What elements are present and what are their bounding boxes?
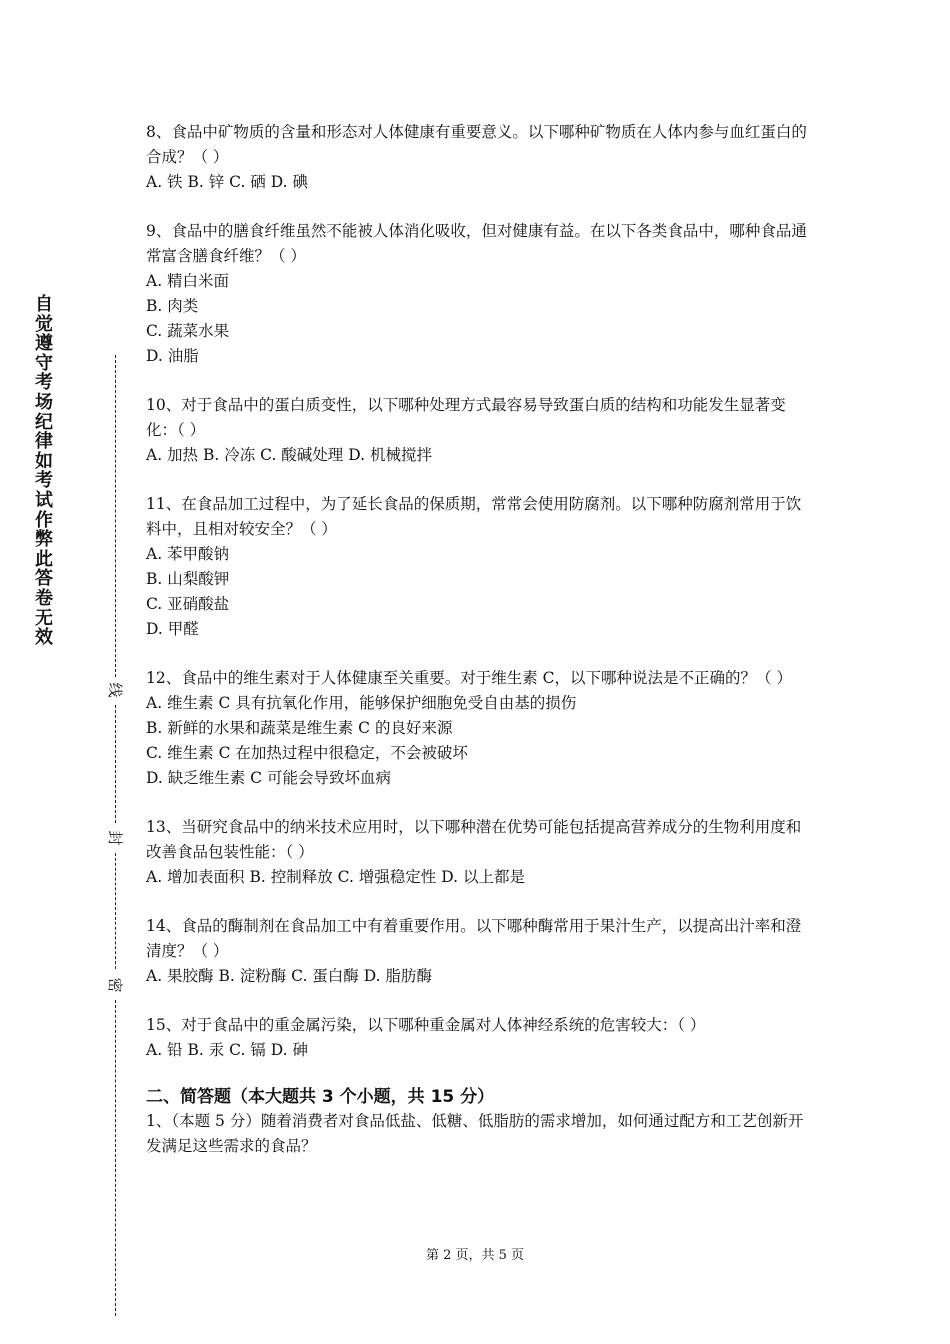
question-option: C. 蔬菜水果 [146, 322, 230, 340]
binding-label-secret: 密 [106, 977, 124, 993]
binding-line-segment [115, 1000, 116, 1316]
short-answer-question: 1、（本题 5 分）随着消费者对食品低盐、低糖、低脂肪的需求增加，如何通过配方和工艺创新开发满足这些需求的食品？ [146, 1112, 804, 1155]
question-option: A. 精白米面 [146, 272, 230, 290]
question-stem: 15、对于食品中的重金属污染，以下哪种重金属对人体神经系统的危害较大：（ ） [146, 1016, 706, 1034]
question-list [146, 120, 810, 1063]
binding-line-segment [115, 705, 116, 823]
question-option: A. 果胶酶 B. 淀粉酶 C. 蛋白酶 D. 脂肪酶 [146, 967, 432, 985]
question-option: A. 维生素 C 具有抗氧化作用，能够保护细胞免受自由基的损伤 [146, 694, 577, 712]
question-block [146, 666, 810, 791]
question-stem: 9、食品中的膳食纤维虽然不能被人体消化吸收，但对健康有益。在以下各类食品中，哪种食品通常富含膳食纤维？（ ） [146, 222, 807, 265]
question-stem: 14、食品的酶制剂在食品加工中有着重要作用。以下哪种酶常用于果汁生产，以提高出汁率和澄清度？（ ） [146, 917, 802, 960]
question-block [146, 914, 810, 989]
question-option: A. 铅 B. 汞 C. 镉 D. 砷 [146, 1041, 308, 1059]
question-option: D. 缺乏维生素 C 可能会导致坏血病 [146, 769, 391, 787]
question-option: A. 加热 B. 冷冻 C. 酸碱处理 D. 机械搅拌 [146, 446, 432, 464]
binding-label-seal: 封 [106, 830, 124, 846]
question-option: A. 增加表面积 B. 控制释放 C. 增强稳定性 D. 以上都是 [146, 868, 525, 886]
question-option: A. 铁 B. 锌 C. 硒 D. 碘 [146, 173, 308, 191]
binding-label-line: 线 [106, 682, 124, 698]
question-stem: 13、当研究食品中的纳米技术应用时，以下哪种潜在优势可能包括提高营养成分的生物利用度和改善食品包装性能：（ ） [146, 818, 802, 861]
question-option: B. 新鲜的水果和蔬菜是维生素 C 的良好来源 [146, 719, 453, 737]
question-option: B. 肉类 [146, 297, 199, 315]
question-option: D. 油脂 [146, 347, 199, 365]
question-option: D. 甲醛 [146, 620, 199, 638]
question-option: B. 山梨酸钾 [146, 570, 230, 588]
section-title: 二、简答题（本大题共 3 个小题，共 15 分） [146, 1087, 495, 1107]
binding-line-segment [115, 355, 116, 677]
question-stem: 10、对于食品中的蛋白质变性，以下哪种处理方式最容易导致蛋白质的结构和功能发生显著变化：（ ） [146, 396, 786, 439]
question-stem: 12、食品中的维生素对于人体健康至关重要。对于维生素 C，以下哪种说法是不正确的？（ ） [146, 669, 792, 687]
question-block [146, 120, 810, 195]
exam-discipline-notice: 自 觉 遵 守 考 场 纪 律 如 考 试 作 弊 此 答 卷 无 效 [35, 294, 53, 649]
question-option: A. 苯甲酸钠 [146, 545, 230, 563]
question-block [146, 393, 810, 468]
question-stem: 8、食品中矿物质的含量和形态对人体健康有重要意义。以下哪种矿物质在人体内参与血红蛋白的合成？（ ） [146, 123, 807, 166]
exam-content [146, 120, 810, 1159]
question-block [146, 1013, 810, 1063]
question-option: C. 维生素 C 在加热过程中很稳定，不会被破坏 [146, 744, 468, 762]
question-option: C. 亚硝酸盐 [146, 595, 230, 613]
binding-line-segment [115, 853, 116, 969]
question-block [146, 815, 810, 890]
question-block [146, 492, 810, 642]
question-block [146, 219, 810, 369]
page-number: 第 2 页，共 5 页 [425, 1248, 525, 1263]
question-stem: 11、在食品加工过程中，为了延长食品的保质期，常常会使用防腐剂。以下哪种防腐剂常用于饮料中，且相对较安全？（ ） [146, 495, 802, 538]
